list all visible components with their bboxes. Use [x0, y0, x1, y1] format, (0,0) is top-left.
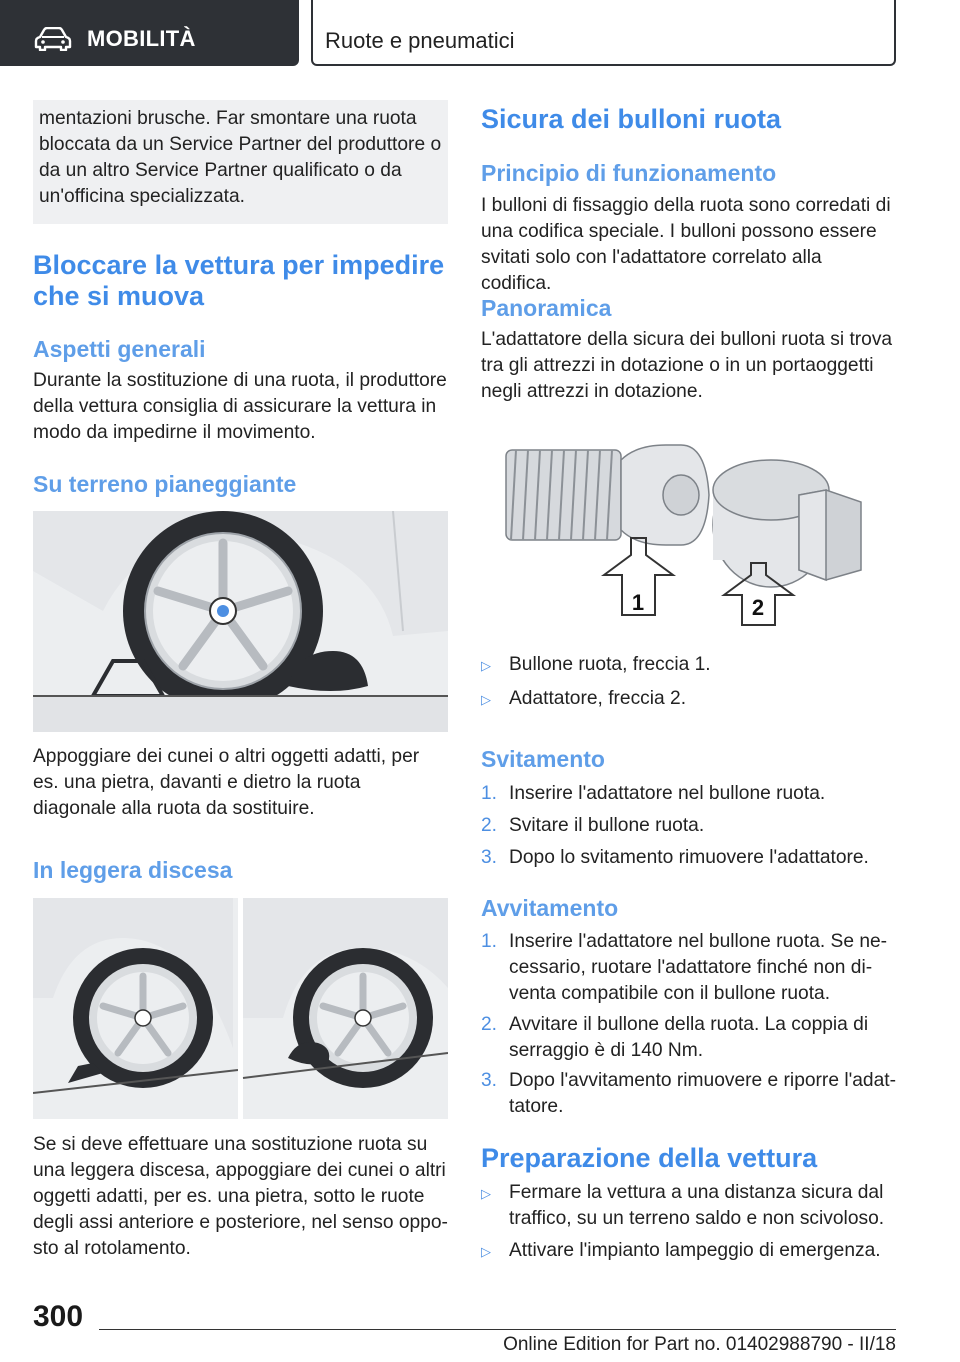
step-text: Inserire l'adattatore nel bullone ruota.: [509, 783, 826, 804]
heading-general: Aspetti generali: [33, 336, 206, 362]
paragraph-principle: I bulloni di fissaggio della ruota sono corredati di una codifica speciale. I bulloni possono essere svitati solo con l'adattatore correlato alla codifica.: [481, 195, 891, 294]
legend-item: [481, 652, 896, 679]
step-number: 3.: [481, 1070, 498, 1091]
step-number: 1.: [481, 783, 498, 804]
prep-item: [481, 1238, 896, 1265]
step-number: 2.: [481, 815, 498, 836]
legend-text: Adattatore, freccia 2.: [509, 688, 687, 709]
bullet-triangle-icon: ▷: [481, 658, 491, 673]
paragraph-flat-ground: Appoggiare dei cunei o altri oggetti adatti, per es. una pietra, davanti e dietro la ruota diagonale alla ruota da sostituire.: [33, 746, 420, 819]
heading-flat-ground: Su terreno pianeggiante: [33, 471, 297, 497]
heading-wheel-lock: Sicura dei bulloni ruota: [481, 104, 782, 134]
paragraph-general: Durante la sostituzione di una ruota, il produttore della vettura consiglia di assicurare la vettura in modo da impedirne il movimento.: [33, 370, 447, 443]
page-number: 300: [33, 1300, 84, 1333]
figure-slope: [33, 898, 448, 1119]
car-icon: [34, 27, 72, 51]
prep-item: [481, 1180, 896, 1232]
bullet-triangle-icon: ▷: [481, 1244, 491, 1259]
heading-block-vehicle: Bloccare la vettura per impedire che si muova: [33, 250, 445, 311]
paragraph-overview: L'adattatore della sicura dei bulloni ruota si trova tra gli attrezzi in dotazione o in un portaoggetti negli attrezzi in dotazione.: [481, 329, 893, 402]
step-text: Avvitare il bullone della ruota. La coppia di serraggio è di 140 Nm.: [509, 1014, 869, 1061]
screw-step: [481, 1012, 896, 1064]
prep-text: Attivare l'impianto lampeggio di emergenza.: [509, 1240, 881, 1261]
unscrew-step: [481, 845, 896, 871]
heading-overview: Panoramica: [481, 295, 612, 321]
figure-label-2: 2: [751, 595, 765, 620]
bullet-triangle-icon: ▷: [481, 1186, 491, 1201]
bullet-triangle-icon: ▷: [481, 692, 491, 707]
step-number: 1.: [481, 931, 498, 952]
wheel-slope-illustration: [33, 898, 448, 1119]
screw-step: [481, 1068, 896, 1120]
step-number: 3.: [481, 847, 498, 868]
legend-item: [481, 686, 896, 713]
note-box: [33, 100, 448, 224]
chapter-title: Ruote e pneumatici: [325, 28, 515, 53]
figure-wheel-bolt-adapter: [481, 430, 896, 635]
note-text: mentazioni brusche. Far smontare una ruota bloccata da un Service Partner del produttore o da un altro Service Partner qualificato o da un'officina specializzata.: [39, 108, 442, 207]
screw-step: [481, 929, 896, 1007]
footer-divider: [99, 1329, 896, 1330]
unscrew-step: [481, 813, 896, 839]
figure-flat-ground: [33, 511, 448, 732]
bolt-adapter-illustration: [481, 430, 896, 635]
step-text: Inserire l'adattatore nel bullone ruota. Se ne-cessario, ruotare l'adattatore finché non di-venta compatibile con il bullone ruota.: [509, 931, 888, 1004]
step-text: Dopo lo svitamento rimuovere l'adattatore.: [509, 847, 869, 868]
heading-unscrew: Svitamento: [481, 746, 605, 772]
figure-label-1: 1: [631, 590, 645, 615]
wheel-flat-illustration: [33, 511, 448, 732]
prep-text: Fermare la vettura a una distanza sicura dal traffico, su un terreno saldo e non scivoloso.: [509, 1182, 885, 1229]
paragraph-slope: Se si deve effettuare una sostituzione ruota su una leggera discesa, appoggiare dei cunei o altri oggetti adatti, per es. una pietra, sotto le ruote degli assi anteriore e posteriore, nel senso oppo-sto al rotolamento.: [33, 1134, 448, 1259]
step-text: Dopo l'avvitamento rimuovere e riporre l'adat-tatore.: [509, 1070, 896, 1117]
section-title: MOBILITÀ: [87, 26, 196, 51]
heading-principle: Principio di funzionamento: [481, 160, 777, 186]
heading-screw: Avvitamento: [481, 895, 619, 921]
step-number: 2.: [481, 1014, 498, 1035]
heading-slope: In leggera discesa: [33, 857, 233, 883]
footer-edition: Online Edition for Part no. 01402988790 - II/18: [503, 1334, 896, 1355]
unscrew-step: [481, 781, 896, 807]
legend-text: Bullone ruota, freccia 1.: [509, 654, 711, 675]
heading-vehicle-prep: Preparazione della vettura: [481, 1143, 818, 1173]
step-text: Svitare il bullone ruota.: [509, 815, 705, 836]
